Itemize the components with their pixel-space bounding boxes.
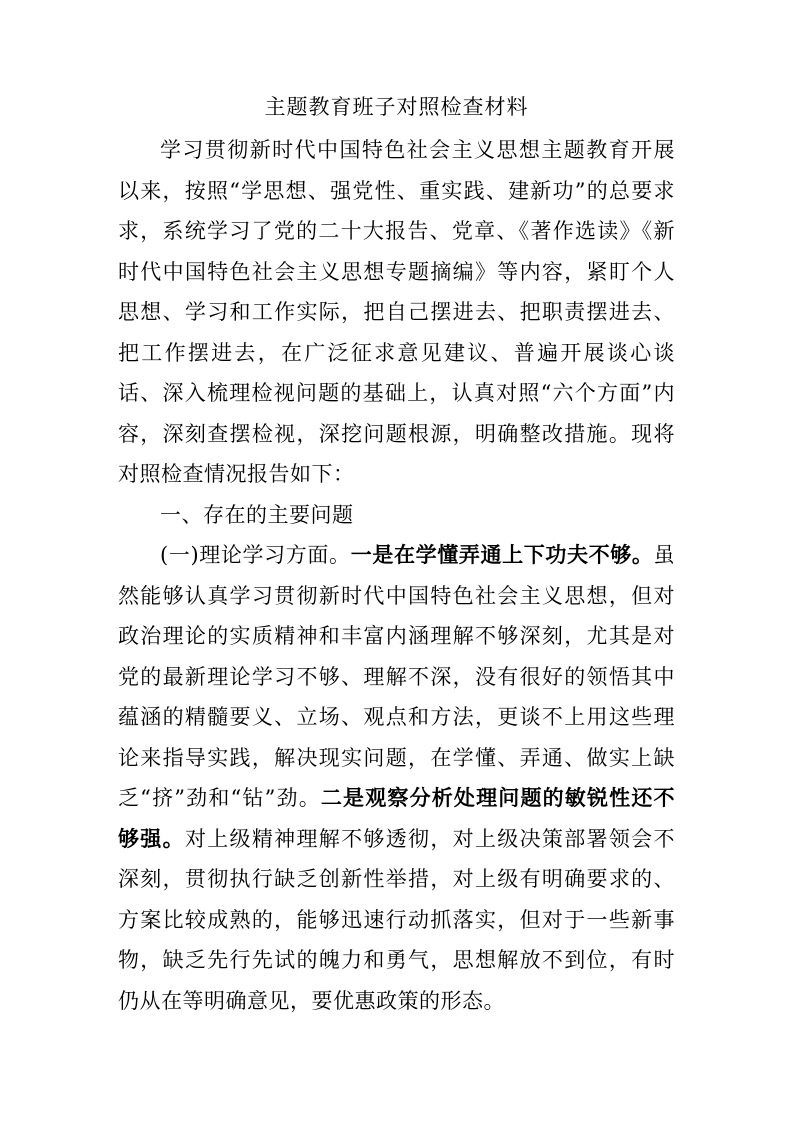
document-body — [118, 130, 675, 1021]
point-two-heading: 二是观察分析处理问题的敏锐性还不够强。 — [118, 785, 675, 851]
subsection-label: (一)理论学习方面。 — [160, 543, 351, 567]
point-one-text: 虽然能够认真学习贯彻新时代中国特色社会主义思想，但对政治理论的实质精神和丰富内涵理解不够深刻，尤其是对党的最新理论学习不够、理解不深，没有很好的领悟其中蕴涵的精髓要义、立场、观点和方法，更谈不上用这些理论来指导实践，解决现实问题，在学懂、弄通、做实上缺乏“挤”劲和“钻”劲。 — [118, 543, 676, 810]
section-heading: 一、存在的主要问题 — [160, 502, 354, 527]
document-title: 主题教育班子对照检查材料 — [264, 95, 529, 119]
intro-paragraph: 学习贯彻新时代中国特色社会主义思想主题教育开展以来，按照“学思想、强党性、重实践、建新功”的总要求求，系统学习了党的二十大报告、党章、《著作选读》《新时代中国特色社会主义思想专题摘编》等内容，紧盯个人思想、学习和工作实际，把自己摆进去、把职责摆进去、把工作摆进去，在广泛征求意见建议、普遍开展谈心谈话、深入梳理检视问题的基础上，认真对照“六个方面”内容，深刻查摆检视，深挖问题根源，明确整改措施。现将对照检查情况报告如下： — [118, 138, 675, 486]
theory-study-paragraph — [118, 535, 675, 1021]
point-two-text: 对上级精神理解不够透彻，对上级决策部署领会不深刻，贯彻执行缺乏创新性举措，对上级有明确要求的、方案比较成熟的，能够迅速行动抓落实，但对于一些新事物，缺乏先行先试的魄力和勇气，思想解放不到位，有时仍从在等明确意见，要优惠政策的形态。 — [118, 826, 675, 1013]
point-one-heading: 一是在学懂弄通上下功夫不够。 — [350, 542, 654, 567]
